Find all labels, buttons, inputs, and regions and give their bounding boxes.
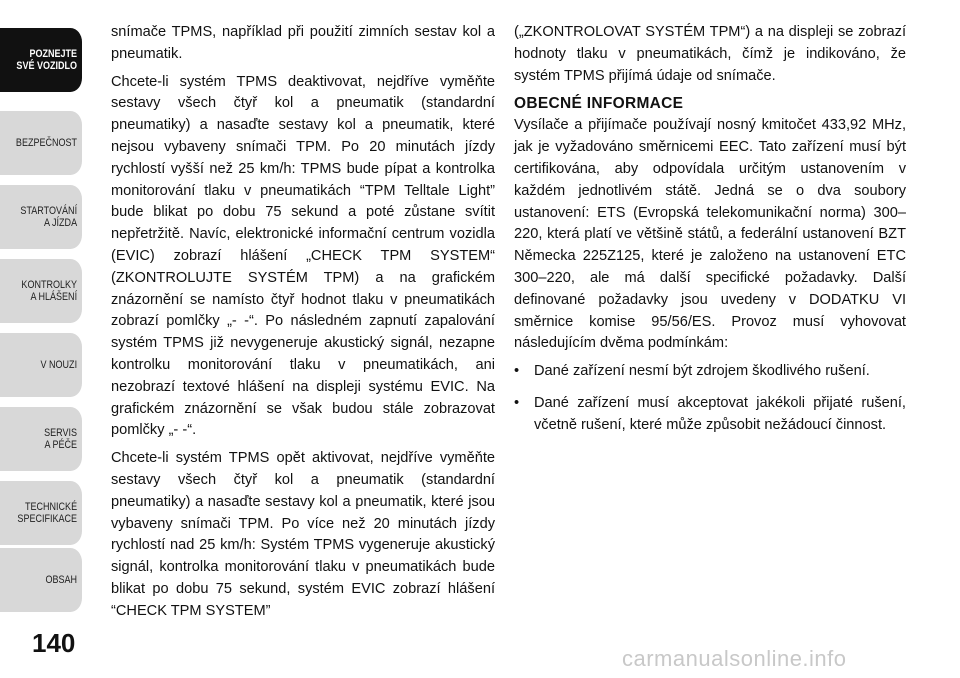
- list-item: • Dané zařízení musí akceptovat jakékoli přijaté rušení, včetně rušení, které může způsobit nežádoucí činnost.: [514, 393, 906, 437]
- tab-v-nouzi[interactable]: [0, 333, 82, 397]
- page-number: 140: [32, 628, 76, 658]
- tab-label: KONTROLKY A HLÁŠENÍ: [21, 279, 78, 303]
- tab-technicke-specifikace[interactable]: [0, 481, 82, 545]
- left-text-column: [111, 22, 495, 629]
- tab-label: OBSAH: [45, 574, 78, 586]
- tab-kontrolky-a-hlaseni[interactable]: [0, 259, 82, 323]
- tab-label: SERVIS A PÉČE: [44, 427, 78, 451]
- paragraph: Chcete-li systém TPMS opět aktivovat, nejdříve vyměňte sestavy všech čtyř kol a pneumatik (standardní pneumatiky) a nasaďte sestavy kol a pneumatik, které jsou vybaveny snímači TPM. Po více než 20 minutách jízdy rychlostí nad 25 km/h: Systém TPMS vygeneruje akustický signál, kontrolka monitorování tlaku v pneumatikách bude blikat po dobu 75 sekund, systém EVIC zobrazí hlášení “CHECK TPM SYSTEM”: [111, 450, 495, 619]
- paragraph: Vysílače a přijímače používají nosný kmitočet 433,92 MHz, jak je vyžadováno směrnicemi EEC. Tato zařízení musí být certifikována, aby odpovídala určitým ustanovením v každém jednotlivém státě. Jedná se o dva soubory ustanovení: ETS (Evropská telekomunikační norma) 300–220, která platí ve většině států, a federální ustanovení BZT Německa 225Z125, které je založeno na ustanovení ETC 300–220, ale má další specifické požadavky. Další definované požadavky jsou uvedeny v DODATKU VI směrnice komise 95/56/ES. Provoz musí vyhovovat následujícím dvěma podmínkám:: [514, 117, 906, 352]
- tab-obsah[interactable]: [0, 548, 82, 612]
- tab-bezpecnost[interactable]: [0, 111, 82, 175]
- right-text-column: [514, 22, 906, 447]
- watermark: carmanualsonline.info: [622, 646, 847, 671]
- tab-label: POZNEJTE SVÉ VOZIDLO: [16, 48, 78, 72]
- section-sidebar: [0, 0, 104, 620]
- tab-label: TECHNICKÉ SPECIFIKACE: [17, 501, 78, 525]
- section-heading: OBECNÉ INFORMACE: [514, 95, 684, 113]
- tab-poznejte-sve-vozidlo[interactable]: [0, 28, 82, 92]
- paragraph: Chcete-li systém TPMS deaktivovat, nejdříve vyměňte sestavy všech čtyř kol a pneumatik (standardní pneumatiky) a nasaďte sestavy kol a pneumatik, které nejsou vybaveny snímači TPM. Po 20 minutách jízdy rychlostí vyšší než 25 km/h: TPMS bude pípat a kontrolka monitorování tlaku v pneumatikách “TPM Telltale Light” bude blikat po dobu 75 sekund a poté zůstane svítit nepřetržitě. Navíc, elektronické informační centrum vozidla (EVIC) zobrazí hlášení „CHECK TPM SYSTEM“ (ZKONTROLUJTE SYSTÉM TPM) a na grafickém znázornění se namísto čtyř hodnot tlaku v pneumatikách zobrazí pomlčky „- -“. Po následném zapnutí zapalování systém TPMS již nevygeneruje akustický signál, nezapne kontrolku monitorování tlaku v pneumatikách, ani nezobrazí textové hlášení na displeji systému EVIC. Na grafickém znázornění se však budou stále zobrazovat pomlčky „- -“.: [111, 73, 495, 439]
- list-item: • Dané zařízení nesmí být zdrojem škodlivého rušení.: [514, 361, 906, 383]
- tab-label: BEZPEČNOST: [15, 137, 78, 149]
- paragraph: („ZKONTROLOVAT SYSTÉM TPM“) a na displeji se zobrazí hodnoty tlaku v pneumatikách, čímž je indikováno, že systém TPMS přijímá údaje od snímače.: [514, 24, 906, 84]
- bullet-list: [514, 361, 906, 436]
- tab-label: V NOUZI: [40, 359, 78, 371]
- tab-label: STARTOVÁNÍ A JÍZDA: [20, 205, 78, 229]
- tab-servis-a-pece[interactable]: [0, 407, 82, 471]
- tab-startovani-a-jizda[interactable]: [0, 185, 82, 249]
- paragraph: snímače TPMS, například při použití zimních sestav kol a pneumatik.: [111, 24, 495, 62]
